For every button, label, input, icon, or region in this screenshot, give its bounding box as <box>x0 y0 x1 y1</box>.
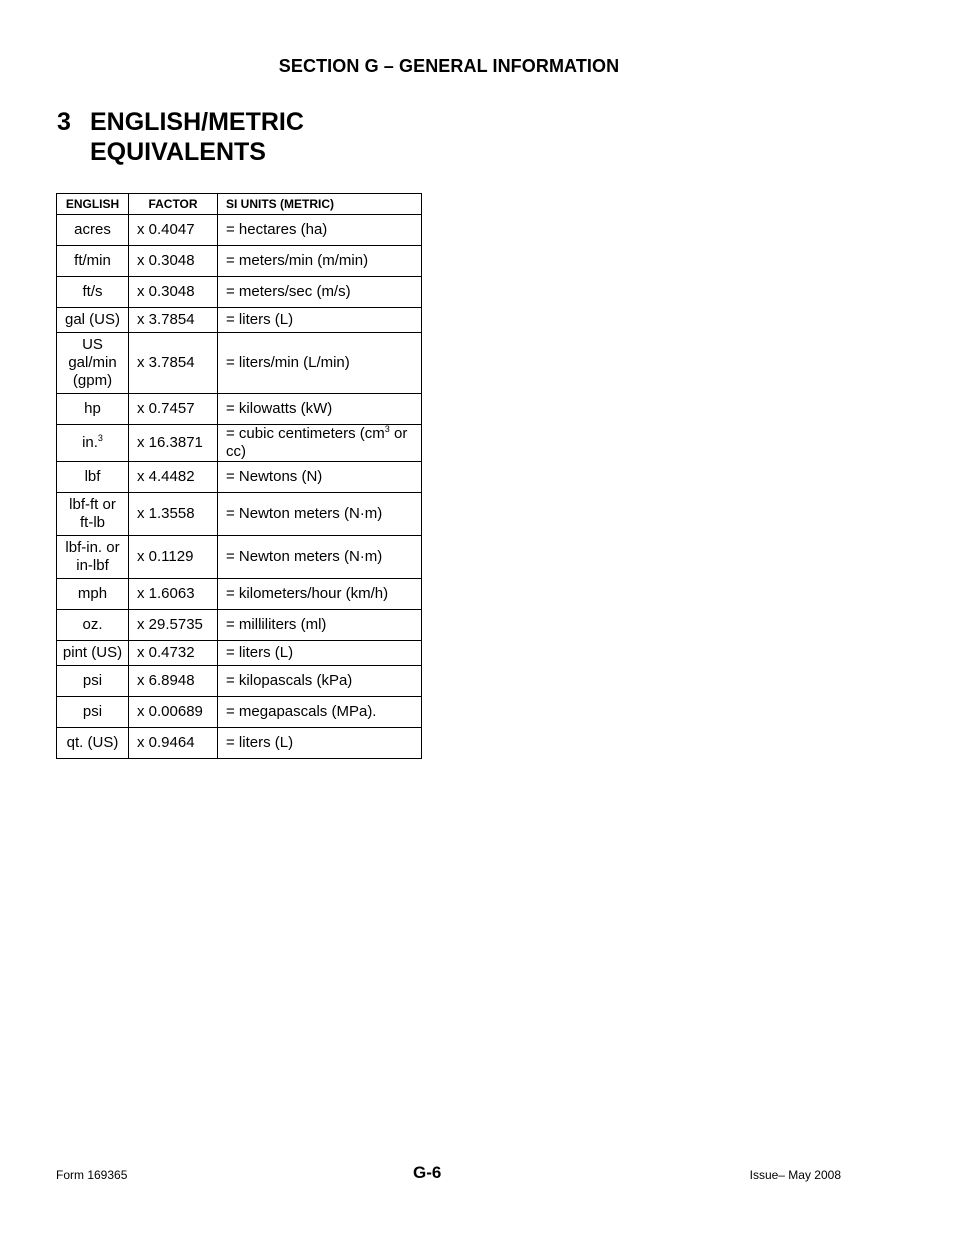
si-unit-cell: = hectares (ha) <box>218 215 422 246</box>
factor-cell: x 0.00689 <box>129 697 218 728</box>
column-header-english: ENGLISH <box>57 194 129 215</box>
english-unit-cell: qt. (US) <box>57 728 129 759</box>
footer-page-number: G-6 <box>413 1163 442 1182</box>
english-unit-cell: lbf <box>57 462 129 493</box>
english-unit-cell: psi <box>57 666 129 697</box>
factor-cell: x 0.4732 <box>129 641 218 666</box>
english-unit-cell: US gal/min (gpm) <box>57 333 129 394</box>
table-row <box>57 333 422 394</box>
factor-cell: x 4.4482 <box>129 462 218 493</box>
table-row <box>57 579 422 610</box>
table-row <box>57 277 422 308</box>
english-unit-cell: ft/s <box>57 277 129 308</box>
si-unit-cell: = Newton meters (N·m) <box>218 493 422 536</box>
si-unit-cell: = liters (L) <box>218 308 422 333</box>
table-row <box>57 493 422 536</box>
si-unit-cell: = megapascals (MPa). <box>218 697 422 728</box>
conversion-table <box>56 193 422 759</box>
factor-cell: x 29.5735 <box>129 610 218 641</box>
english-unit-cell: acres <box>57 215 129 246</box>
table-row <box>57 394 422 425</box>
factor-cell: x 1.3558 <box>129 493 218 536</box>
si-unit-cell: = milliliters (ml) <box>218 610 422 641</box>
si-unit-cell: = meters/sec (m/s) <box>218 277 422 308</box>
english-unit-cell: mph <box>57 579 129 610</box>
superscript: 3 <box>97 433 103 443</box>
factor-cell: x 3.7854 <box>129 308 218 333</box>
table-row <box>57 536 422 579</box>
si-unit-cell: = kilopascals (kPa) <box>218 666 422 697</box>
footer-issue-date: Issue– May 2008 <box>749 1168 841 1182</box>
english-unit-cell: psi <box>57 697 129 728</box>
english-unit-cell: hp <box>57 394 129 425</box>
table-row <box>57 610 422 641</box>
section-header: SECTION G – GENERAL INFORMATION <box>278 56 620 76</box>
english-unit-cell: lbf-ft or ft-lb <box>57 493 129 536</box>
si-unit-cell: = liters/min (L/min) <box>218 333 422 394</box>
english-unit-cell: oz. <box>57 610 129 641</box>
table-row <box>57 462 422 493</box>
si-unit-cell: = meters/min (m/min) <box>218 246 422 277</box>
factor-cell: x 0.9464 <box>129 728 218 759</box>
table-row <box>57 246 422 277</box>
si-unit-cell: = kilowatts (kW) <box>218 394 422 425</box>
si-unit-cell: = Newtons (N) <box>218 462 422 493</box>
factor-cell: x 0.3048 <box>129 246 218 277</box>
factor-cell: x 0.3048 <box>129 277 218 308</box>
superscript: 3 <box>384 424 390 434</box>
si-unit-text-tail: or cc) <box>226 425 408 460</box>
column-header-factor: FACTOR <box>129 194 218 215</box>
english-unit-cell: ft/min <box>57 246 129 277</box>
factor-cell: x 1.6063 <box>129 579 218 610</box>
factor-cell: x 0.1129 <box>129 536 218 579</box>
si-unit-cell: = Newton meters (N·m) <box>218 536 422 579</box>
english-unit-cell: lbf-in. or in-lbf <box>57 536 129 579</box>
table-row <box>57 641 422 666</box>
table-row <box>57 425 422 462</box>
table-row <box>57 697 422 728</box>
heading-title: ENGLISH/METRIC EQUIVALENTS <box>90 108 304 166</box>
factor-cell: x 6.8948 <box>129 666 218 697</box>
factor-cell: x 0.4047 <box>129 215 218 246</box>
english-unit-cell: pint (US) <box>57 641 129 666</box>
english-unit-text: in. <box>82 434 98 451</box>
si-unit-cell: = kilometers/hour (km/h) <box>218 579 422 610</box>
column-header-si-units: SI UNITS (METRIC) <box>218 194 422 215</box>
table-row <box>57 215 422 246</box>
table-row <box>57 308 422 333</box>
factor-cell: x 3.7854 <box>129 333 218 394</box>
table-row <box>57 666 422 697</box>
si-unit-cell <box>218 425 422 462</box>
si-unit-text: = cubic centimeters (cm <box>226 425 385 442</box>
si-unit-cell: = liters (L) <box>218 728 422 759</box>
footer-form-number: Form 169365 <box>56 1168 128 1182</box>
factor-cell: x 0.7457 <box>129 394 218 425</box>
table-row <box>57 728 422 759</box>
english-unit-cell: gal (US) <box>57 308 129 333</box>
factor-cell: x 16.3871 <box>129 425 218 462</box>
si-unit-cell: = liters (L) <box>218 641 422 666</box>
english-unit-cell <box>57 425 129 462</box>
heading-number: 3 <box>57 108 71 136</box>
table-header-row <box>57 194 422 215</box>
